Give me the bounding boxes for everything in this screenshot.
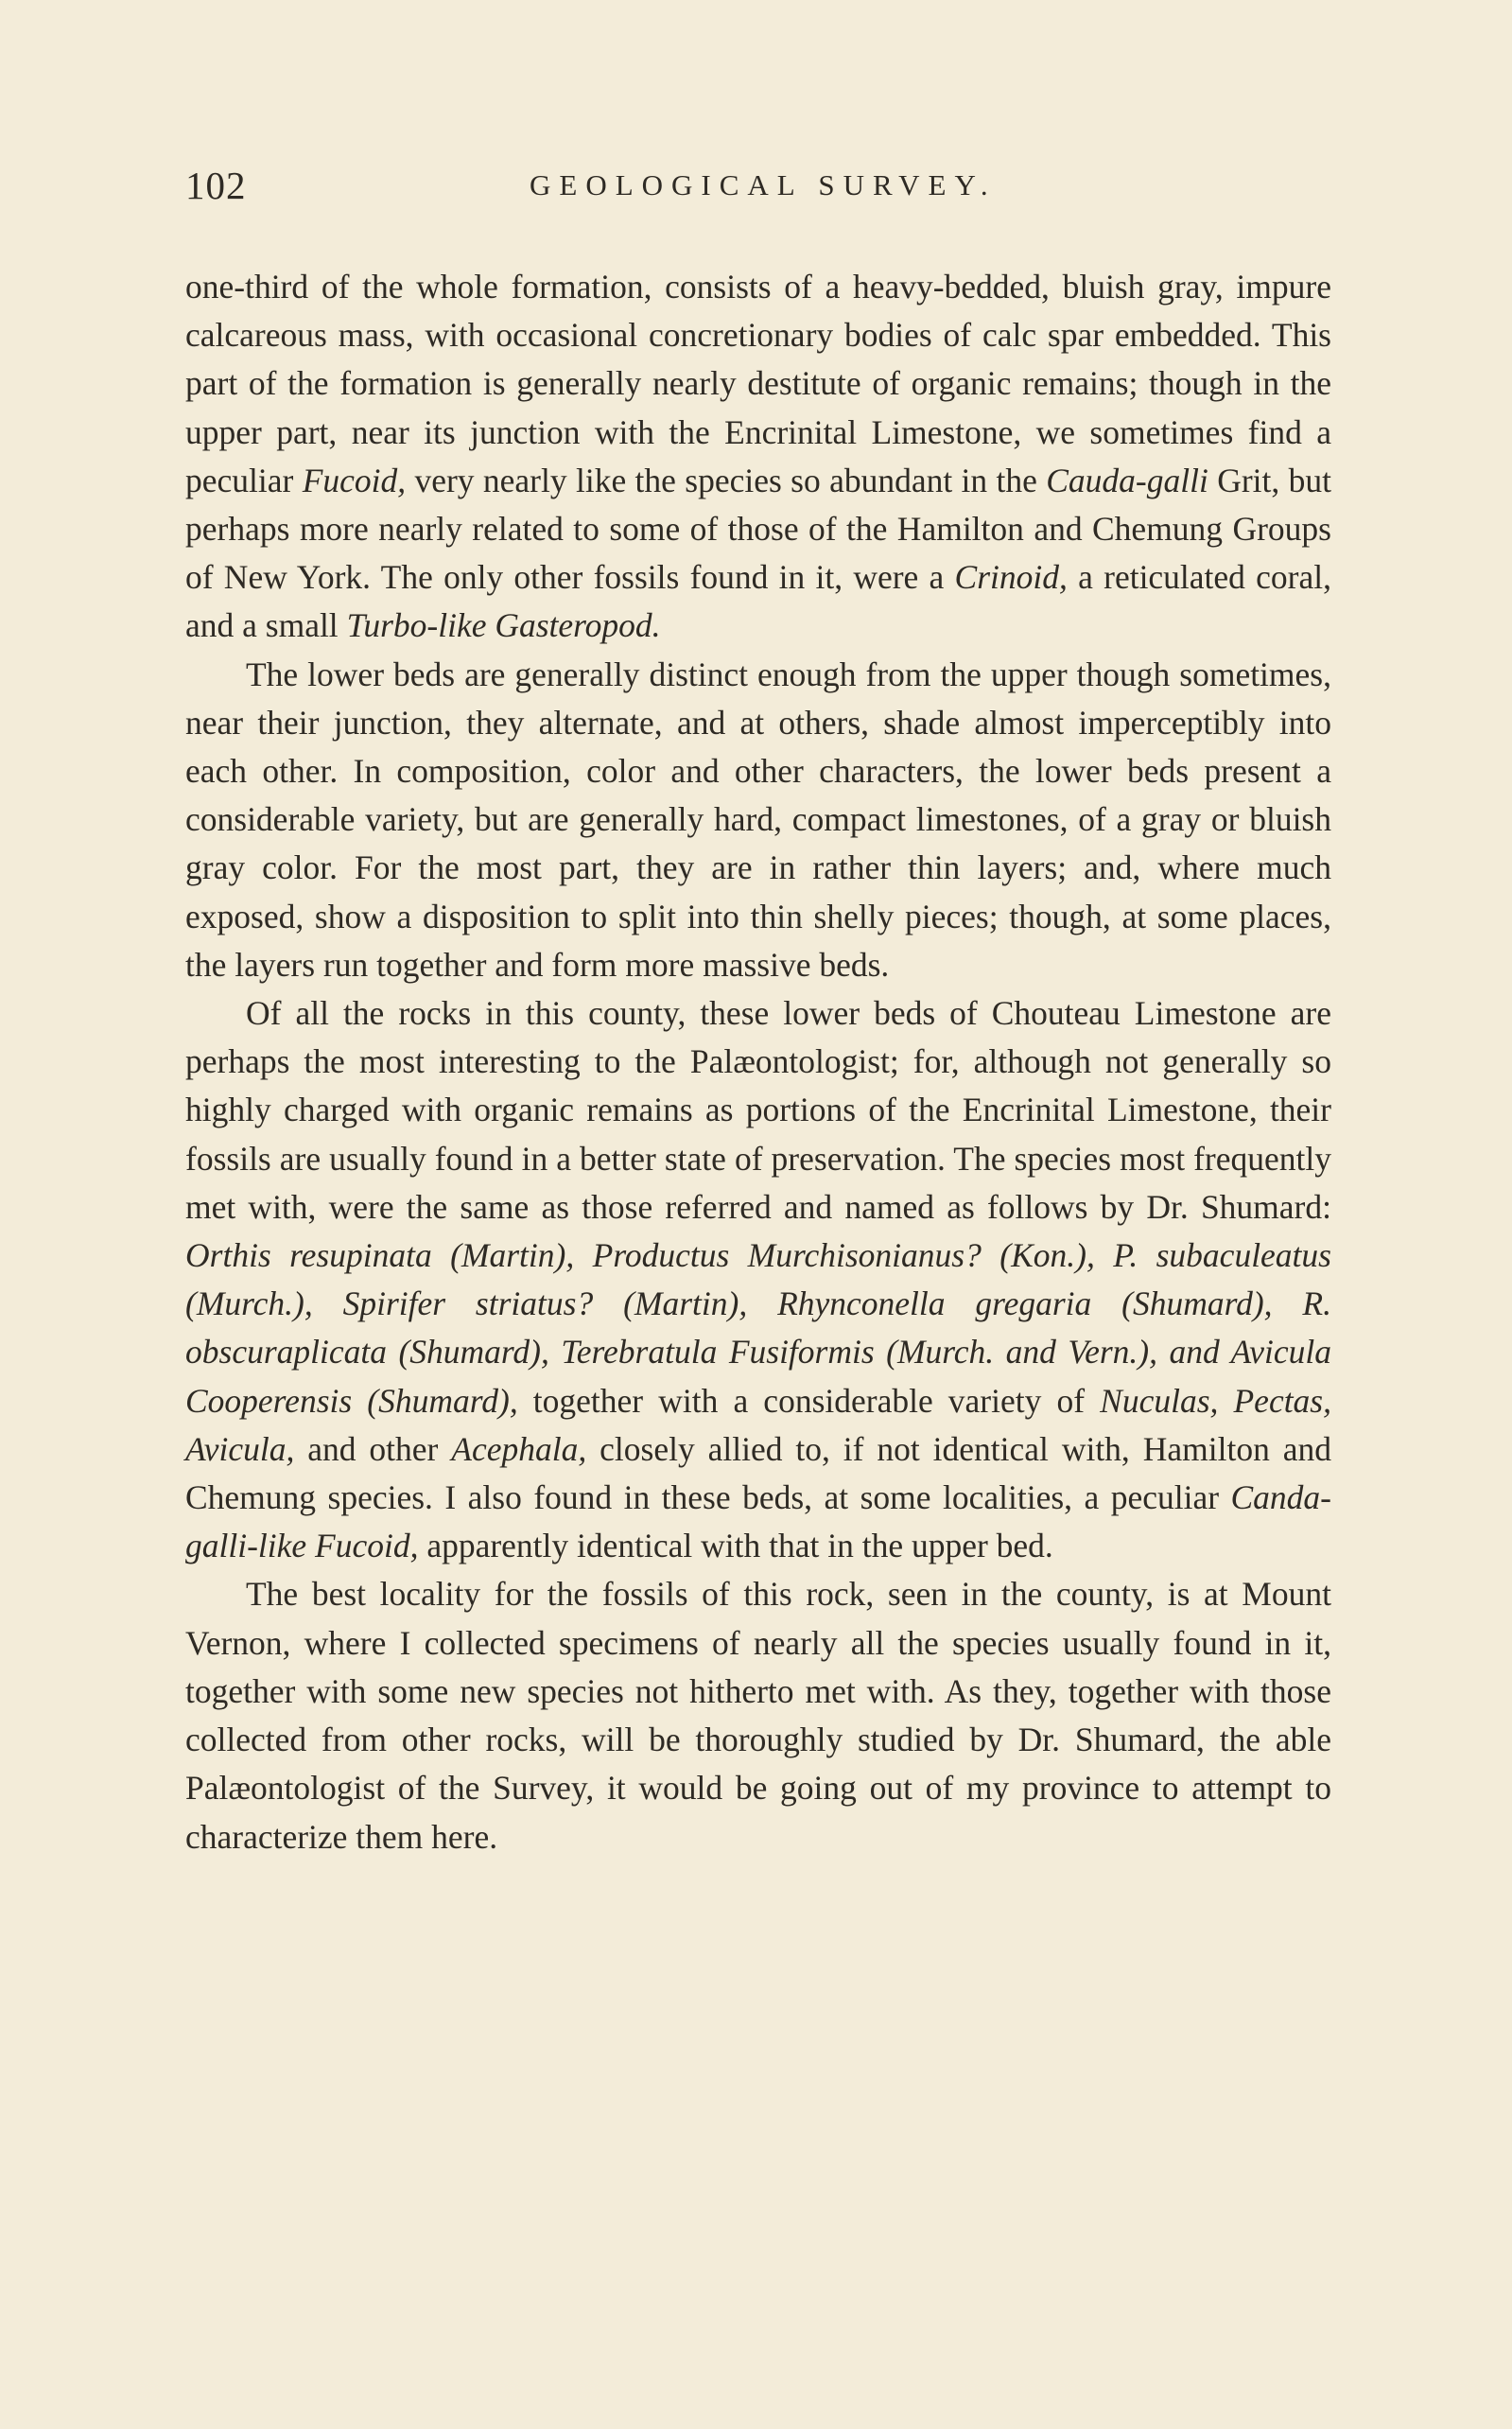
paragraph-1: one-third of the whole formation, consists of a heavy-bedded, bluish gray, impure calcareous mass, with occasional concretionary bodies of calc spar embedded. This part of the formation is generally nearly destitute of organic remains; though in the upper part, near its junction with the Encrinital Limestone, we sometimes find a peculiar Fucoid, very nearly like the species so abundant in the Cauda-galli Grit, but perhaps more nearly related to some of those of the Hamilton and Chemung Groups of New York. The only other fossils found in it, were a Crinoid, a reticulated coral, and a small Turbo-like Gasteropod. xyxy=(185,268,1331,645)
paragraph-2: The lower beds are generally distinct enough from the upper though sometimes, near their junction, they alternate, and at others, shade almost imperceptibly into each other. In composition, color and other characters, the lower beds present a considerable variety, but are generally hard, compact limestones, of a gray or bluish gray color. For the most part, they are in rather thin layers; and, where much exposed, show a disposition to split into thin shelly pieces; though, at some places, the layers run together and form more massive beds. xyxy=(185,655,1331,984)
paragraph-4: The best locality for the fossils of this rock, seen in the county, is at Mount Vernon, where I collected specimens of nearly all the species usually found in it, together with some new species not hitherto met with. As they, together with those collected from other rocks, will be thoroughly studied by Dr. Shumard, the able Palæontologist of the Survey, it would be going out of my province to attempt to characterize them here. xyxy=(185,1575,1331,1856)
page-header xyxy=(185,163,1330,219)
running-head: GEOLOGICAL SURVEY. xyxy=(530,168,997,201)
paragraph-3: Of all the rocks in this county, these lower beds of Chouteau Limestone are perhaps the most interesting to the Palæontologist; for, although not generally so highly charged with organic remains as portions of the Encrinital Limestone, their fossils are usually found in a better state of preservation. The species most frequently met with, were the same as those referred and named as follows by Dr. Shumard: Orthis resupinata (Martin), Productus Murchisonianus? (Kon.), P. subaculeatus (Murch.), Spirifer striatus? (Martin), Rhynconella gregaria (Shumard), R. obscuraplicata (Shumard), Terebratula Fusiformis (Murch. and Vern.), and Avicula Cooperensis (Shumard), together with a considerable variety of Nuculas, Pectas, Avicula, and other Acephala, closely allied to, if not identical with, Hamilton and Chemung species. I also found in these beds, at some localities, a peculiar Canda-galli-like Fucoid, apparently identical with that in the upper bed. xyxy=(185,994,1332,1565)
body-text xyxy=(185,263,1331,1861)
page-number: 102 xyxy=(185,164,247,207)
